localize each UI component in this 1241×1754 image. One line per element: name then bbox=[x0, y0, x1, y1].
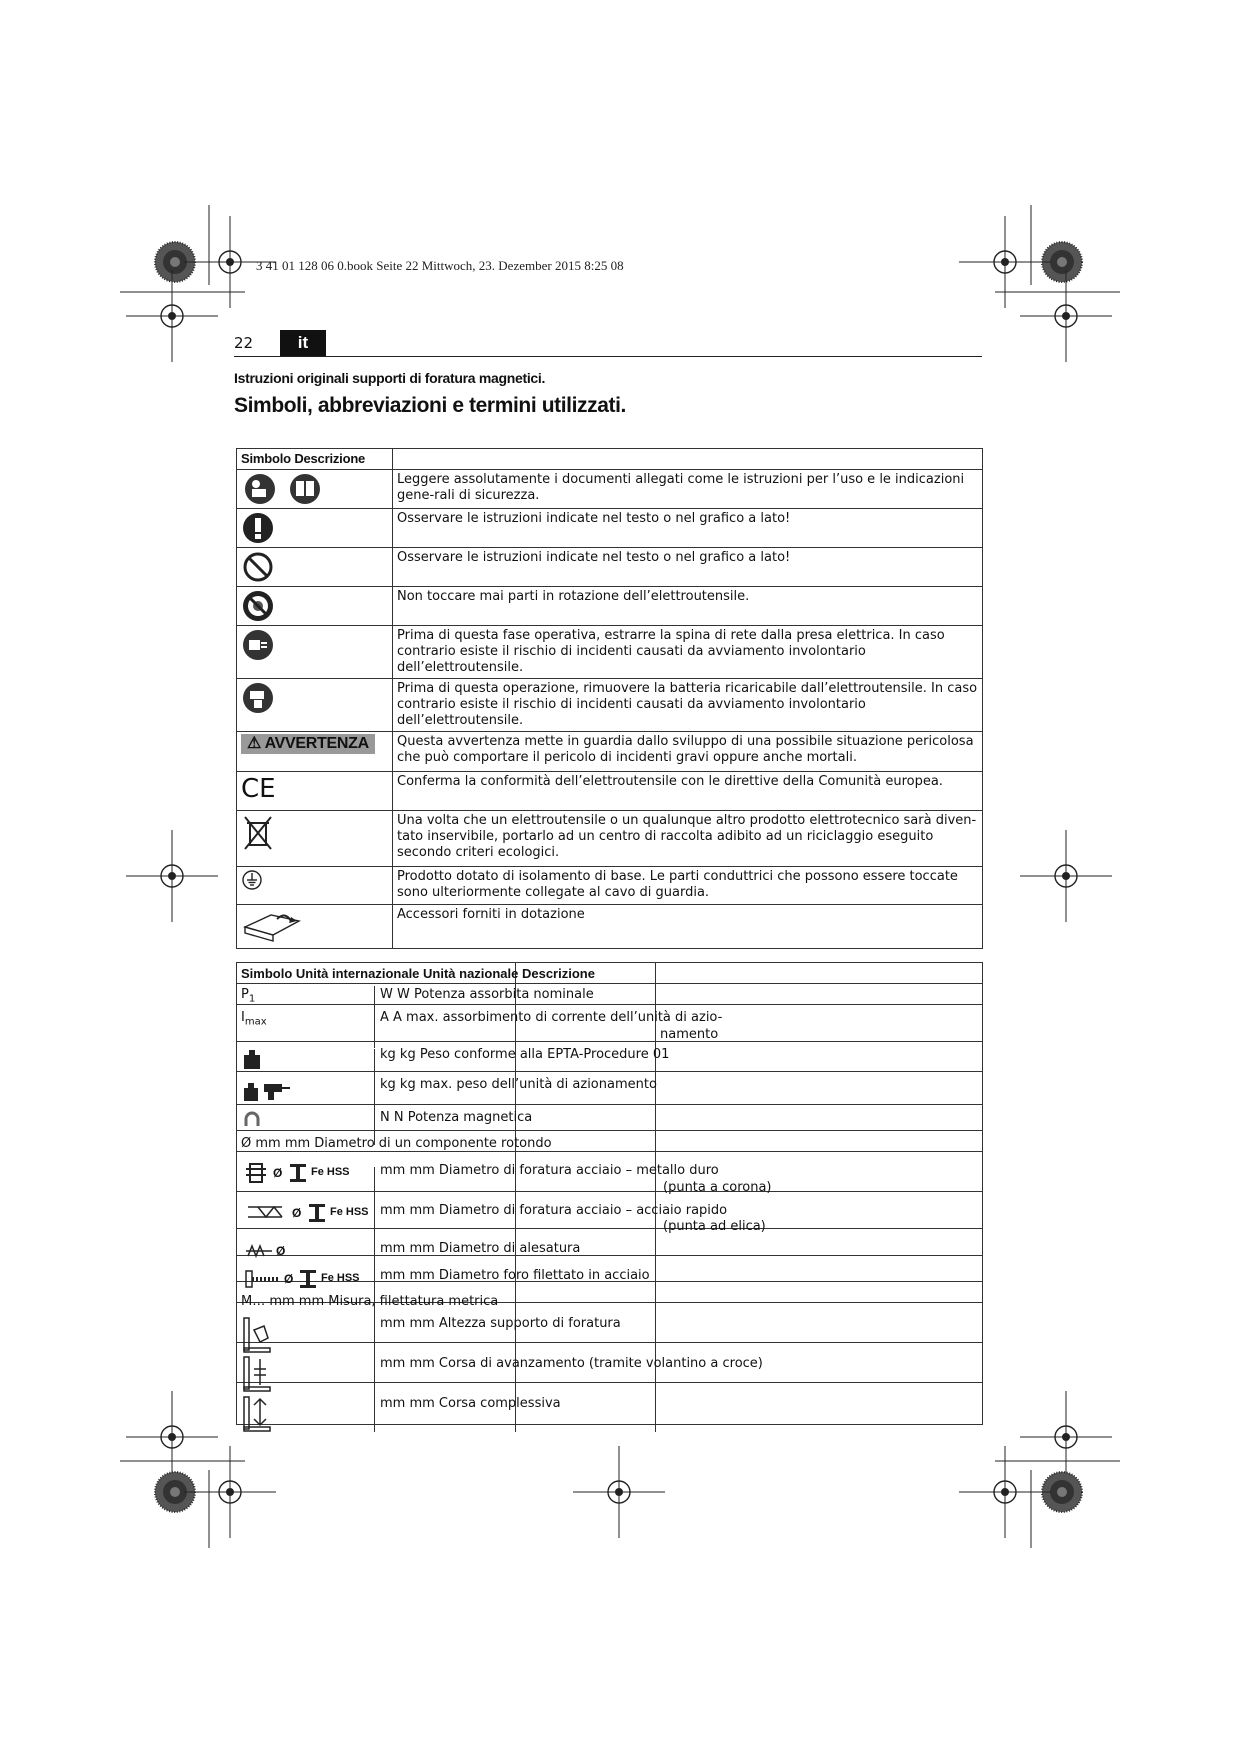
column-divider bbox=[374, 986, 375, 1048]
remove-battery-icon bbox=[241, 681, 275, 715]
unit-description-cont: namento bbox=[660, 1027, 719, 1042]
description-cell: Leggere assolutamente i documenti allegati come le istruzioni per l’uso e le indicazioni gene-rali di sicurezza. bbox=[393, 470, 983, 509]
symbol-cell bbox=[237, 772, 393, 811]
description-cell: Prodotto dotato di isolamento di base. Le parti conduttrici che possono essere toccate sono ulteriormente collegate al cavo di guardia. bbox=[393, 867, 983, 905]
unit-description: W W Potenza assorbita nominale bbox=[380, 987, 594, 1002]
steel-beam-icon bbox=[307, 1202, 327, 1224]
steel-beam-icon bbox=[288, 1162, 308, 1184]
feed-stroke-icon bbox=[242, 1355, 274, 1393]
symbol-subscript: 1 bbox=[248, 993, 256, 1005]
unit-description: mm mm Diametro di alesatura bbox=[380, 1241, 581, 1256]
symbol-cell bbox=[237, 905, 393, 949]
ce-mark-icon: CE bbox=[241, 774, 276, 804]
unit-description-cont: (punta a corona) bbox=[663, 1180, 772, 1195]
table-row bbox=[237, 984, 983, 1005]
header-rule bbox=[234, 356, 982, 357]
table-header-cell bbox=[237, 449, 393, 470]
header-description: Descrizione bbox=[294, 451, 366, 466]
table-header-cell-empty bbox=[393, 449, 983, 470]
stand-height-icon bbox=[242, 1316, 274, 1354]
unit-description: mm mm Diametro di foratura acciaio – acciaio rapido bbox=[380, 1203, 728, 1218]
diameter-label: Ø bbox=[292, 1206, 302, 1220]
language-tag: it bbox=[280, 330, 326, 356]
magnet-icon bbox=[242, 1110, 262, 1130]
weight-drive-unit-icon bbox=[242, 1076, 292, 1104]
protective-earth-icon bbox=[241, 869, 263, 891]
symbol-cell bbox=[237, 509, 393, 548]
unit-description: kg kg max. peso dell’unità di azionamento bbox=[380, 1077, 657, 1092]
symbol-cell bbox=[237, 587, 393, 626]
twist-drill-icon bbox=[246, 1201, 288, 1223]
symbol-cell bbox=[241, 1010, 267, 1031]
table-row bbox=[237, 732, 983, 772]
table-row bbox=[237, 587, 983, 626]
header-symbol: Simbolo bbox=[241, 451, 291, 466]
unit-description: mm mm Corsa complessiva bbox=[380, 1396, 561, 1411]
symbol-cell bbox=[237, 811, 393, 867]
exclamation-icon bbox=[241, 511, 275, 545]
no-touch-rotating-icon bbox=[241, 589, 275, 623]
table-row bbox=[237, 470, 983, 509]
description-cell: Prima di questa fase operativa, estrarre la spina di rete dalla presa elettrica. In caso contrario esiste il rischio di incidenti causati da avviamento involontario dell’elettroutensile. bbox=[393, 626, 983, 679]
book-header-line: 3 41 01 128 06 0.book Seite 22 Mittwoch, 23. Dezember 2015 8:25 08 bbox=[256, 258, 624, 273]
table-row bbox=[237, 1105, 983, 1131]
description-cell: Non toccare mai parti in rotazione dell’elettroutensile. bbox=[393, 587, 983, 626]
table-row bbox=[237, 811, 983, 867]
symbol-cell bbox=[237, 867, 393, 905]
table-row bbox=[237, 772, 983, 811]
units-header-text: Simbolo Unità internazionale Unità nazionale Descrizione bbox=[241, 966, 595, 981]
table-row bbox=[237, 626, 983, 679]
description-cell: Conferma la conformità dell’elettroutensile con le direttive della Comunità europea. bbox=[393, 772, 983, 811]
table-row bbox=[237, 1229, 983, 1256]
diameter-label: Ø bbox=[273, 1166, 283, 1180]
prohibition-icon bbox=[241, 550, 275, 584]
fe-hss-label: Fe HSS bbox=[321, 1272, 360, 1284]
table-header-row bbox=[237, 449, 983, 470]
unplug-icon bbox=[241, 628, 275, 662]
fe-hss-label: Fe HSS bbox=[311, 1166, 350, 1178]
description-cell: Una volta che un elettroutensile o un qualunque altro prodotto elettrotecnico sarà diven-tato inservibile, portarlo ad un centro di raccolta adibito ad un riciclaggio eseguito secondo criteri ecologici. bbox=[393, 811, 983, 867]
symbol-cell bbox=[237, 548, 393, 587]
diameter-label: Ø bbox=[284, 1272, 294, 1286]
table-row bbox=[237, 679, 983, 732]
column-divider bbox=[374, 1049, 375, 1145]
warning-badge-icon: ⚠ AVVERTENZA bbox=[241, 734, 375, 754]
description-cell: Osservare le istruzioni indicate nel testo o nel grafico a lato! bbox=[393, 509, 983, 548]
weee-bin-icon bbox=[241, 813, 275, 853]
warning-badge-text: AVVERTENZA bbox=[264, 735, 369, 752]
description-cell: Questa avvertenza mette in guardia dallo sviluppo di una possibile situazione pericolosa che può comportare il pericolo di incidenti gravi oppure anche mortali. bbox=[393, 732, 983, 772]
unit-description-cont: (punta ad elica) bbox=[663, 1219, 766, 1234]
total-stroke-icon bbox=[242, 1395, 274, 1433]
page-number: 22 bbox=[234, 334, 254, 352]
full-row-text: Ø mm mm Diametro di un componente rotondo bbox=[241, 1136, 552, 1151]
full-row-text: M… mm mm Misura, filettatura metrica bbox=[241, 1294, 499, 1309]
fe-hss-label: Fe HSS bbox=[330, 1206, 369, 1218]
accessories-case-icon bbox=[241, 907, 305, 943]
core-drill-icon bbox=[244, 1161, 270, 1185]
symbol-cell bbox=[237, 470, 393, 509]
symbol-subscript: max bbox=[244, 1016, 267, 1028]
symbols-table bbox=[236, 448, 983, 949]
table-row bbox=[237, 509, 983, 548]
symbol-text: P bbox=[241, 987, 249, 1002]
unit-description: mm mm Diametro foro filettato in acciaio bbox=[380, 1268, 650, 1283]
table-row bbox=[237, 905, 983, 949]
steel-beam-icon bbox=[298, 1268, 318, 1290]
document-subtitle: Istruzioni originali supporti di foratura magnetici. bbox=[234, 370, 546, 386]
unit-description: mm mm Altezza supporto di foratura bbox=[380, 1316, 621, 1331]
description-cell: Prima di questa operazione, rimuovere la batteria ricaricabile dall’elettroutensile. In caso contrario esiste il rischio di incidenti causati da avviamento involontario dell’elettroutensile. bbox=[393, 679, 983, 732]
symbol-cell bbox=[237, 679, 393, 732]
section-title: Simboli, abbreviazioni e termini utilizzati. bbox=[234, 394, 626, 417]
description-cell: Osservare le istruzioni indicate nel testo o nel grafico a lato! bbox=[393, 548, 983, 587]
unit-description: N N Potenza magnetica bbox=[380, 1110, 533, 1125]
unit-description: A A max. assorbimento di corrente dell’unità di azio- bbox=[380, 1010, 723, 1025]
tap-icon bbox=[244, 1268, 280, 1290]
diameter-label: Ø bbox=[276, 1244, 286, 1258]
table-row bbox=[237, 1383, 983, 1425]
unit-description: mm mm Corsa di avanzamento (tramite volantino a croce) bbox=[380, 1356, 763, 1371]
symbol-text: I bbox=[241, 1010, 245, 1025]
unit-description: mm mm Diametro di foratura acciaio – metallo duro bbox=[380, 1163, 719, 1178]
table-row bbox=[237, 548, 983, 587]
description-cell: Accessori forniti in dotazione bbox=[393, 905, 983, 949]
symbol-cell bbox=[241, 987, 255, 1008]
symbol-cell bbox=[237, 626, 393, 679]
reamer-icon bbox=[244, 1241, 274, 1261]
symbol-cell bbox=[237, 732, 393, 772]
read-manual-icon bbox=[241, 472, 321, 506]
table-row bbox=[237, 867, 983, 905]
weight-icon bbox=[242, 1047, 264, 1071]
unit-description: kg kg Peso conforme alla EPTA-Procedure 01 bbox=[380, 1047, 670, 1062]
